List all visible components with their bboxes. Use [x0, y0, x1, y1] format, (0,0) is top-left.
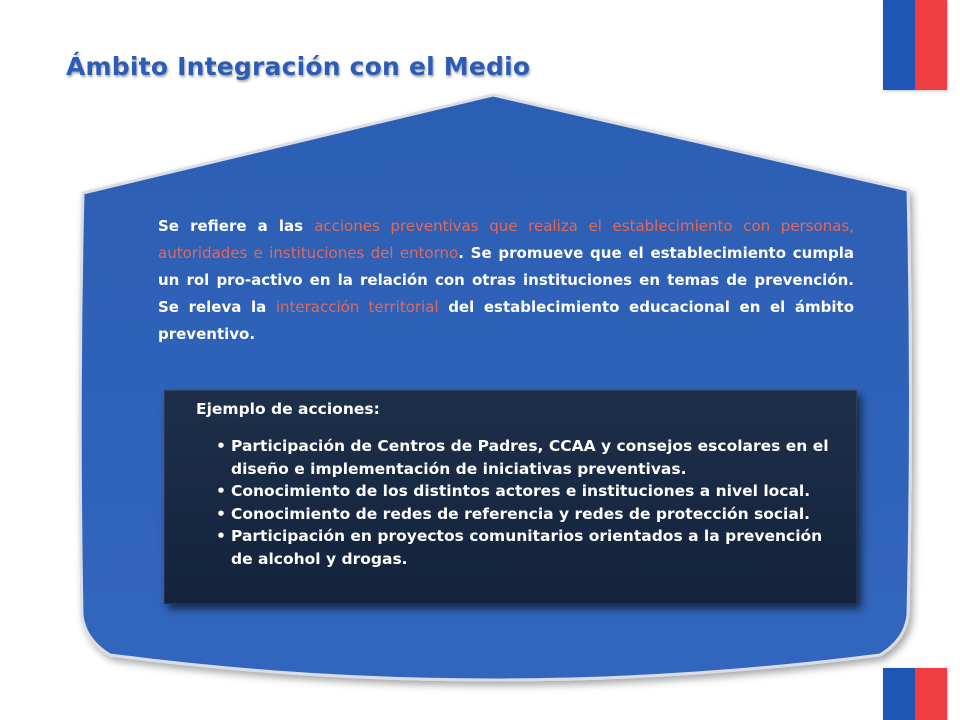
description-text-1: Se refiere a las [158, 217, 315, 235]
bullet-icon: • [216, 482, 226, 500]
examples-heading: Ejemplo de acciones: [196, 400, 380, 418]
scope-description [158, 213, 854, 348]
description-text-3: del establecimiento educacional en el ámbito preventivo. [158, 298, 855, 343]
description-highlight-territorial-interaction: interacción territorial [275, 298, 439, 316]
description-highlight-preventive-actions: acciones preventivas que realiza el establecimiento con personas, autoridades e instituciones del entorno [158, 217, 854, 262]
examples-list [196, 435, 843, 570]
list-item [216, 525, 843, 570]
slide-title: Ámbito Integración con el Medio [66, 52, 531, 81]
list-item-text: Participación de Centros de Padres, CCAA y consejos escolares en el diseño e implementación de iniciativas preventivas. [231, 437, 829, 478]
bullet-icon: • [216, 504, 226, 523]
list-item [216, 480, 843, 503]
list-item-text: Conocimiento de los distintos actores e instituciones a nivel local. [231, 482, 811, 500]
examples-box [164, 390, 857, 604]
bullet-icon: • [216, 437, 226, 455]
list-item-text: Conocimiento de redes de referencia y redes de protección social. [231, 504, 811, 523]
list-item [216, 435, 843, 480]
bullet-icon: • [216, 527, 226, 545]
list-item [216, 503, 843, 526]
list-item-text: Participación en proyectos comunitarios orientados a la prevención de alcohol y drogas. [231, 527, 823, 568]
description-text-2: . Se promueve que el establecimiento cumpla un rol pro-activo en la relación con otras instituciones en temas de prevención. Se releva la [158, 244, 854, 316]
